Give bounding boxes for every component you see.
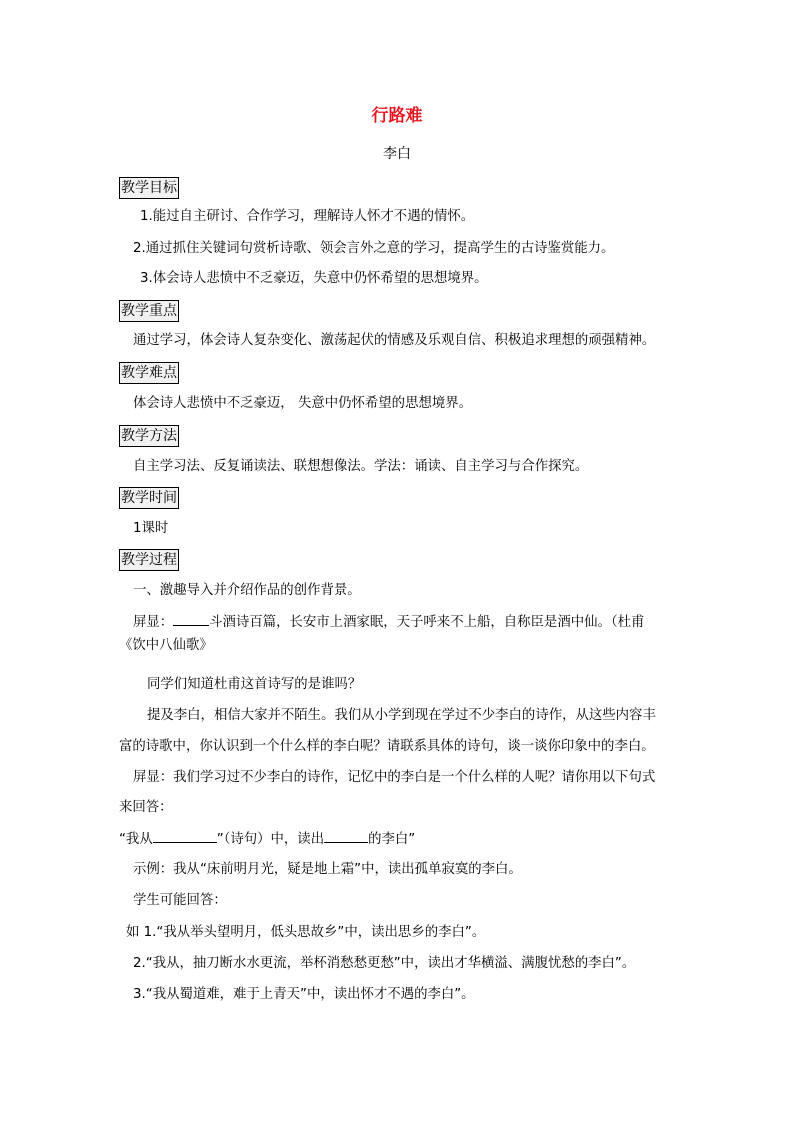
answer-item: 2.“我从，抽刀断水水更流，举杯消愁愁更愁”中，读出才华横溢、满腹忧愁的李白”。 <box>133 956 636 971</box>
goal-item: 2.通过抓住关键词句赏析诗歌、领会言外之意的学习，提高学生的古诗鉴赏能力。 <box>133 241 615 256</box>
key-points-text: 通过学习，体会诗人复杂变化、激荡起伏的情感及乐观自信、积极追求理想的顽强精神。 <box>133 333 656 348</box>
goal-item: 3.体会诗人悲愤中不乏豪迈，失意中仍怀希望的思想境界。 <box>140 271 488 286</box>
screen-source: 《饮中八仙歌》 <box>119 638 213 653</box>
author-name: 李白 <box>383 146 411 162</box>
fill-blank <box>324 828 368 843</box>
paragraph-line: 提及李白，相信大家并不陌生。我们从小学到现在学过不少李白的诗作，从这些内容丰 <box>147 708 656 723</box>
answer-pattern: “我从 ”（诗句）中，读出 的李白” <box>119 828 415 851</box>
goal-item: 1.能过自主研讨、合作学习，理解诗人怀才不遇的情怀。 <box>140 209 475 224</box>
heading-time: 教学时间 <box>119 487 179 509</box>
paragraph-line: 富的诗歌中，你认识到一个什么样的李白呢？请联系具体的诗句，谈一谈你印象中的李白。 <box>119 739 655 754</box>
heading-methods: 教学方法 <box>119 425 179 447</box>
difficulties-text: 体会诗人悲愤中不乏豪迈， 失意中仍怀希望的思想境界。 <box>133 396 473 411</box>
heading-difficulties: 教学难点 <box>119 362 179 384</box>
possible-answers-label: 学生可能回答： <box>133 893 227 908</box>
screen-display-2-cont: 来回答： <box>119 800 173 815</box>
screen-text: 斗酒诗百篇，长安市上酒家眠，天子呼来不上船，自称臣是酒中仙。（杜甫 <box>209 615 645 630</box>
fill-blank <box>173 611 209 626</box>
heading-goals: 教学目标 <box>119 177 179 199</box>
methods-text: 自主学习法、反复诵读法、联想想像法。学法：诵读、自主学习与合作探究。 <box>133 459 589 474</box>
question-text: 同学们知道杜甫这首诗写的是谁吗？ <box>147 677 362 692</box>
lesson-title: 行路难 <box>371 106 423 126</box>
answer-item: 如 1.“我从举头望明月，低头思故乡”中，读出思乡的李白”。 <box>126 925 486 940</box>
time-text: 1课时 <box>133 521 169 536</box>
fill-blank <box>153 828 217 843</box>
heading-process: 教学过程 <box>119 549 179 571</box>
screen-display-2: 屏显：我们学习过不少李白的诗作，记忆中的李白是一个什么样的人呢？请你用以下句式 <box>133 770 656 785</box>
answer-item: 3.“我从蜀道难，难于上青天”中，读出怀才不遇的李白”。 <box>133 987 475 1002</box>
process-step-1: 一、激趣导入并介绍作品的创作背景。 <box>133 583 361 598</box>
screen-display-1 <box>133 611 644 634</box>
example-text: 示例：我从“床前明月光，疑是地上霜”中，读出孤单寂寞的李白。 <box>133 862 522 877</box>
screen-prefix: 屏显： <box>133 615 174 630</box>
heading-key-points: 教学重点 <box>119 300 179 322</box>
